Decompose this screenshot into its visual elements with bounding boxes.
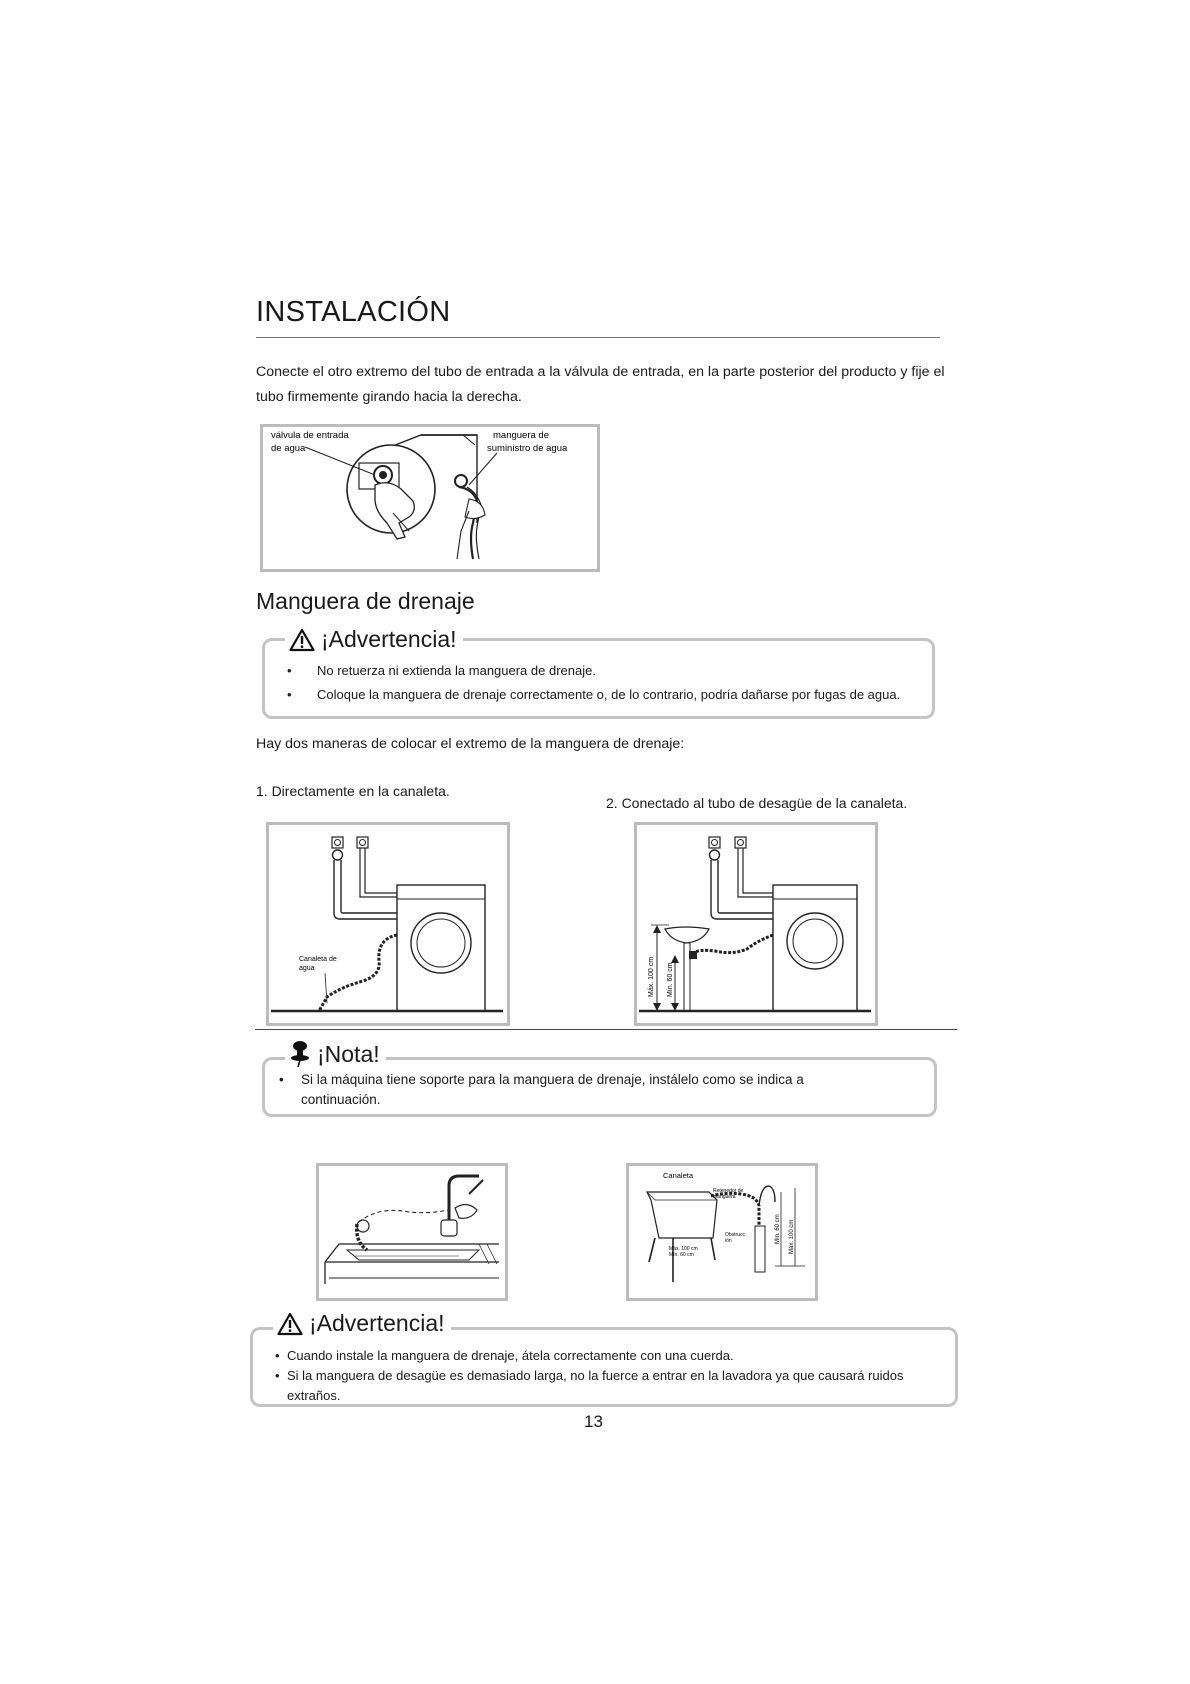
drain-ways-paragraph: Hay dos maneras de colocar el extremo de la manguera de drenaje: — [256, 736, 685, 752]
sink-hose-illustration — [316, 1163, 508, 1301]
drain-gutter-illustration — [266, 822, 510, 1026]
drain-standpipe-illustration — [634, 822, 878, 1026]
warning-triangle-icon — [277, 1312, 303, 1336]
label-gutter-2: agua — [299, 965, 315, 972]
list-item: • Coloque la manguera de drenaje correctamente o, de lo contrario, podría dañarse por fugas de agua. — [287, 687, 901, 702]
option-1-label: 1. Directamente en la canaleta. — [256, 783, 450, 799]
tub-hose-drawing — [629, 1166, 815, 1298]
note-callout — [262, 1040, 937, 1117]
pushpin-icon — [289, 1040, 311, 1068]
label-obstruction-1: Obstrucc — [725, 1232, 746, 1238]
warning-heading — [285, 626, 463, 653]
label-obstruction-2: ión — [725, 1238, 732, 1244]
note-heading-text: ¡Nota! — [317, 1040, 380, 1067]
label-standpipe-max: Máx. 100 cm — [648, 956, 655, 997]
label-inlet-valve-1: válvula de entrada — [271, 430, 349, 441]
label-supply-hose-2: suministro de agua — [487, 443, 568, 454]
sink-hose-drawing — [319, 1166, 505, 1298]
intro-paragraph: Conecte el otro extremo del tubo de entrada a la válvula de entrada, en la parte posterior del producto y fije el tubo firmemente girando hacia la derecha. — [256, 364, 945, 405]
label-tub-max: Máx. 100 cm — [669, 1246, 698, 1252]
label-gutter-1: Canaleta de — [299, 956, 337, 963]
label-tub-side-max: Máx. 100 cm — [789, 1219, 795, 1254]
drain-gutter-drawing — [269, 825, 507, 1023]
label-standpipe-min: Mín. 60 cm — [667, 962, 674, 997]
label-holder-2: manguera — [713, 1194, 736, 1200]
inlet-valve-drawing — [263, 427, 597, 569]
inlet-valve-illustration — [260, 424, 600, 572]
warning-callout — [262, 626, 935, 719]
note-heading — [285, 1040, 386, 1068]
list-item: • Cuando instale la manguera de drenaje, átela correctamente con una cuerda. — [275, 1348, 734, 1363]
section-divider — [255, 1029, 957, 1030]
page-title: INSTALACIÓN — [256, 296, 451, 328]
list-item: • Si la manguera de desagüe es demasiado larga, no la fuerce a entrar en la lavadora ya que causará ruidos extraños. — [275, 1368, 904, 1403]
warning-list — [253, 1346, 933, 1406]
tub-hose-illustration — [626, 1163, 818, 1301]
warning-triangle-icon — [289, 628, 315, 652]
warning-callout — [250, 1310, 958, 1407]
drain-standpipe-drawing — [637, 825, 875, 1023]
label-tub-min: Mín. 60 cm — [669, 1252, 694, 1258]
list-item: • No retuerza ni extienda la manguera de drenaje. — [287, 663, 596, 678]
warning-heading — [273, 1310, 451, 1337]
label-inlet-valve-2: de agua — [271, 443, 306, 454]
label-tub: Canaleta — [663, 1171, 694, 1180]
option-2-label: 2. Conectado al tubo de desagüe de la canaleta. — [606, 795, 908, 811]
warning-list — [265, 659, 933, 707]
label-supply-hose-1: manguera de — [493, 430, 549, 441]
page-number: 13 — [584, 1412, 603, 1431]
note-list — [265, 1070, 825, 1110]
warning-heading-text: ¡Advertencia! — [321, 626, 457, 652]
section-title: Manguera de drenaje — [256, 588, 475, 614]
list-item: • Si la máquina tiene soporte para la manguera de drenaje, instálelo como se indica a continuación. — [279, 1072, 804, 1107]
label-tub-side-min: Mín. 60 cm — [775, 1214, 781, 1244]
warning-heading-text: ¡Advertencia! — [309, 1310, 445, 1336]
label-holder-1: Retenedor de — [713, 1188, 744, 1194]
title-divider — [256, 337, 940, 338]
